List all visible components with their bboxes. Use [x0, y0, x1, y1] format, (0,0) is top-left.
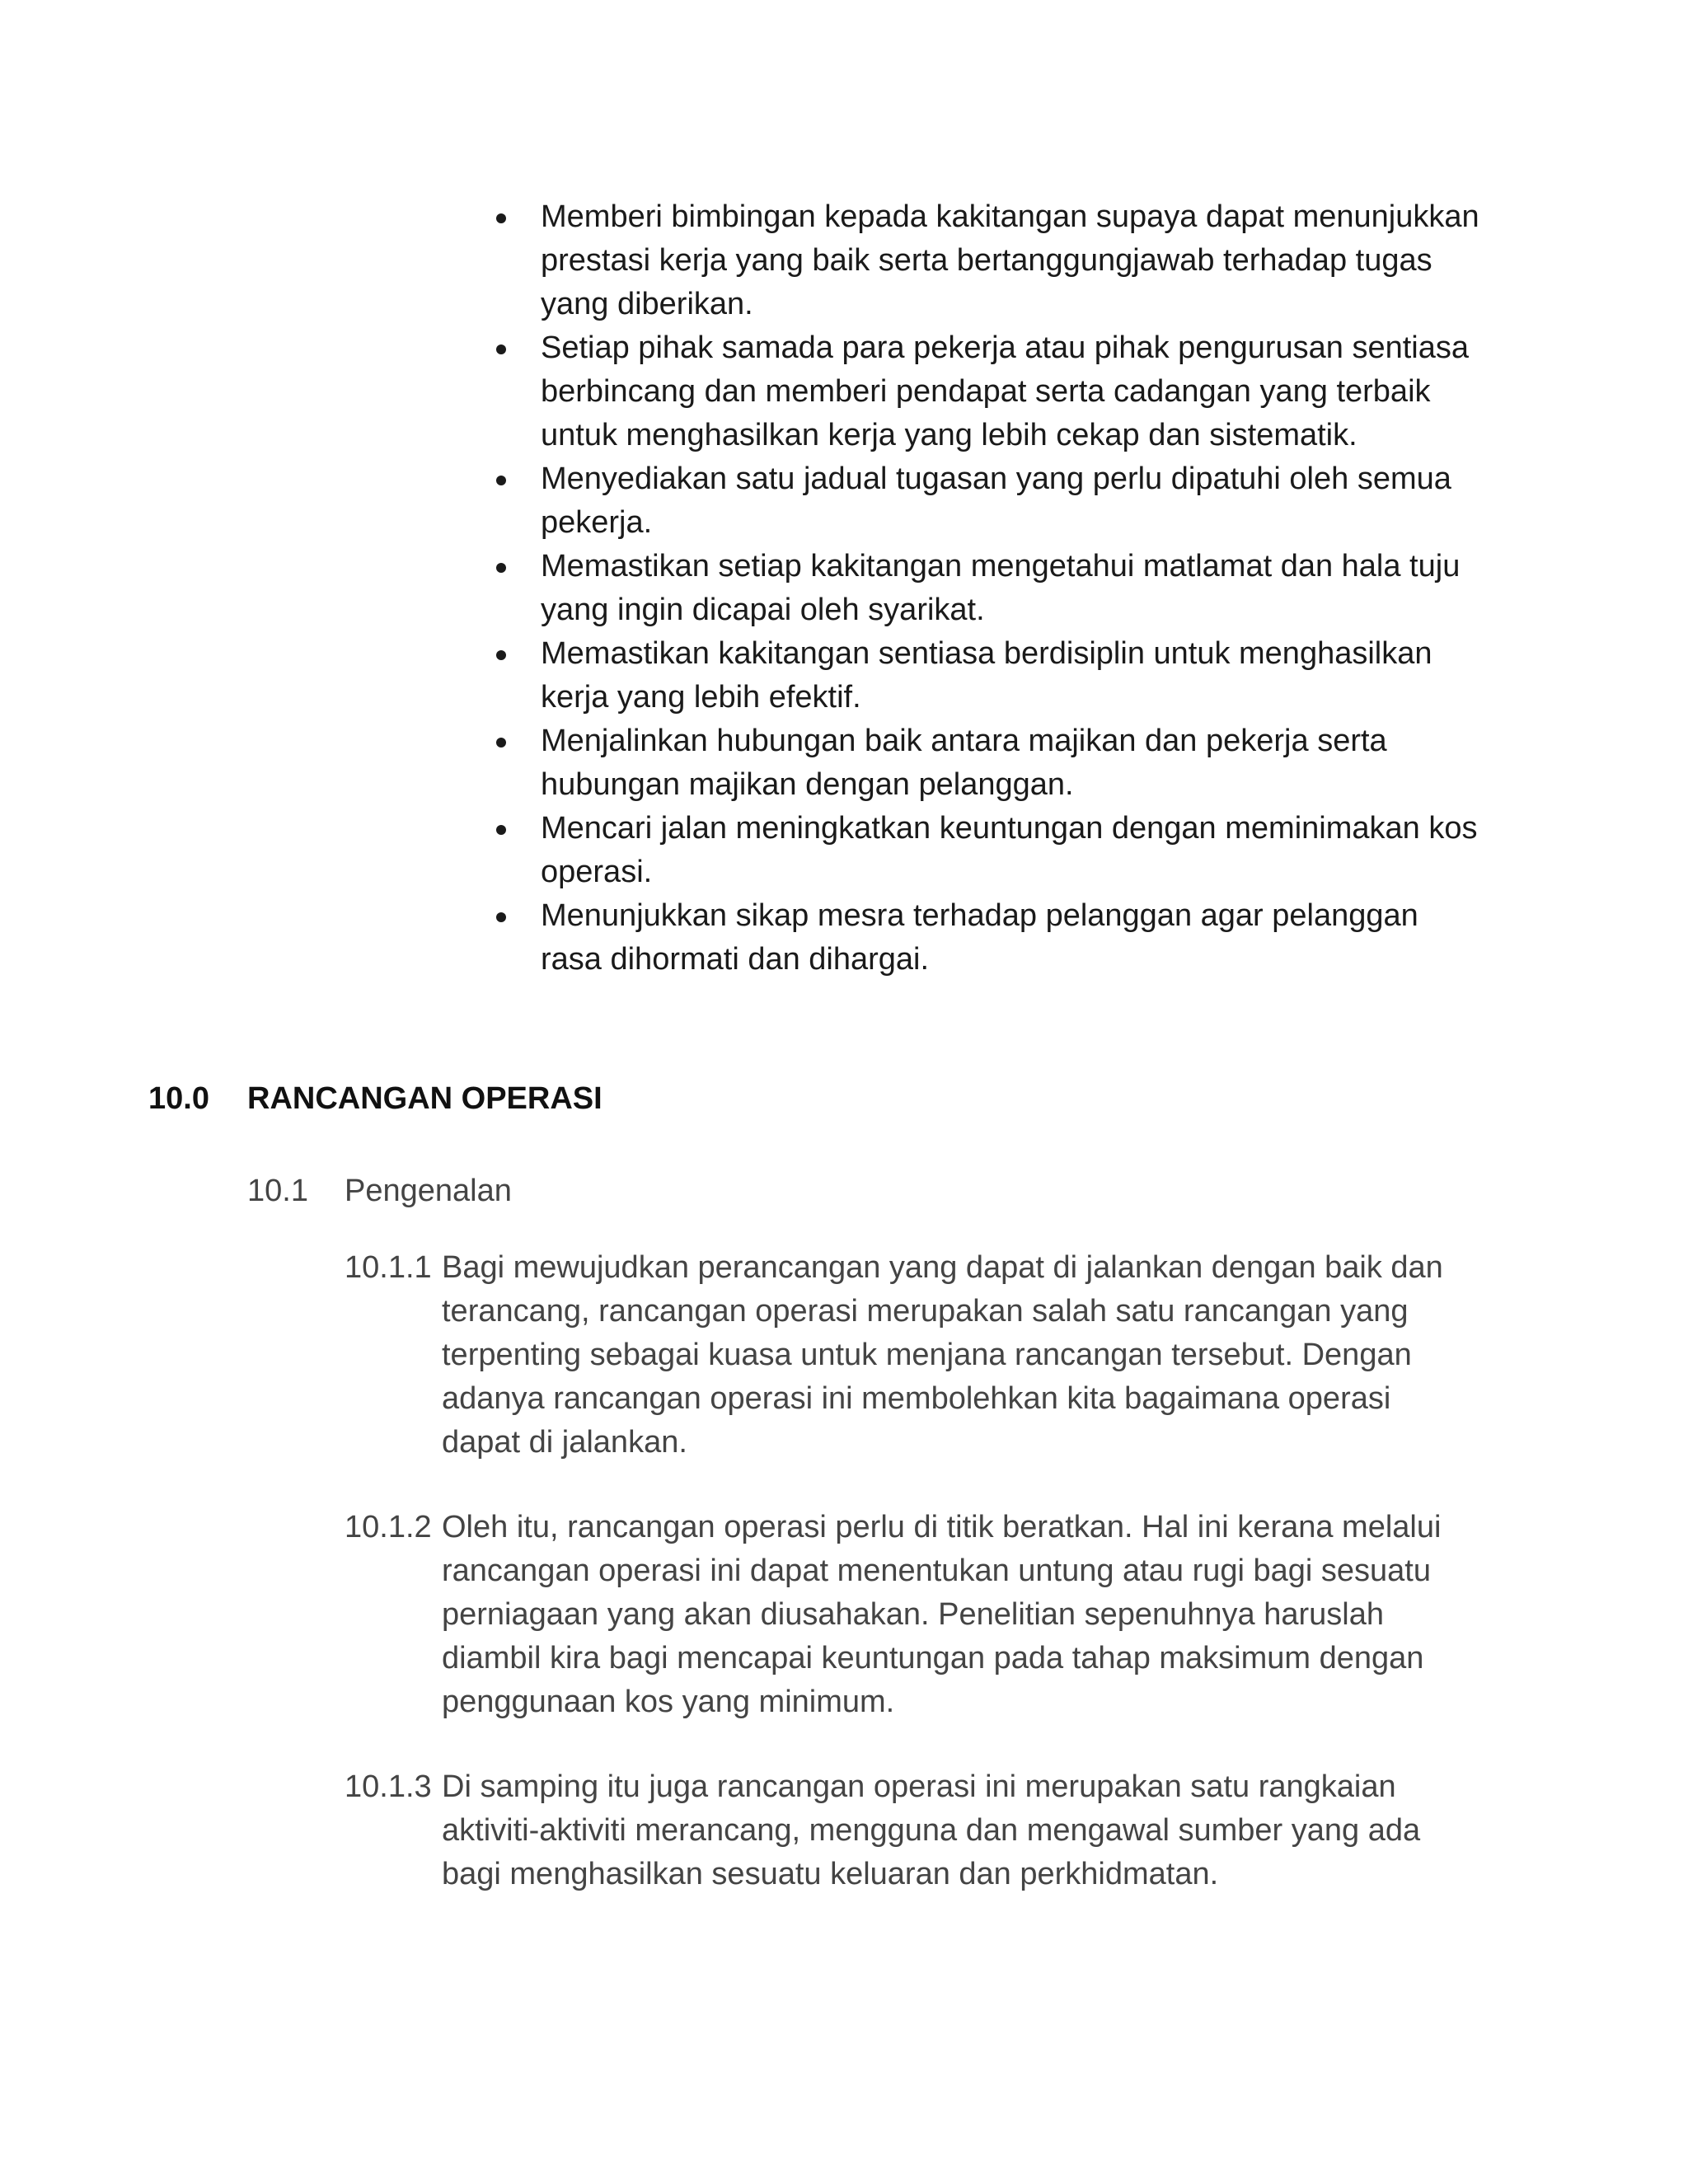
bullet-line: operasi.	[541, 855, 653, 889]
paragraph-line: diambil kira bagi mencapai keuntungan pada tahap maksimum dengan	[442, 1641, 1424, 1675]
bullet-dot-icon	[496, 738, 506, 748]
paragraph-line: perniagaan yang akan diusahakan. Penelitian sepenuhnya haruslah	[442, 1597, 1384, 1632]
bullet-item	[493, 719, 1540, 807]
bullet-line: Menjalinkan hubungan baik antara majikan dan pekerja serta	[541, 724, 1387, 758]
bullet-item	[493, 807, 1540, 894]
paragraph-number: 10.1.2	[345, 1510, 432, 1544]
subsection-heading	[247, 1170, 512, 1212]
bullet-line: Memberi bimbingan kepada kakitangan supaya dapat menunjukkan	[541, 199, 1479, 234]
bullet-line: kerja yang lebih efektif.	[541, 680, 861, 715]
bullet-line: prestasi kerja yang baik serta bertanggungjawab terhadap tugas	[541, 243, 1432, 278]
bullet-item	[493, 195, 1540, 326]
bullet-dot-icon	[496, 650, 506, 660]
paragraph-text	[345, 1765, 1515, 1896]
bullet-item	[493, 894, 1540, 982]
bullet-list	[493, 195, 1540, 982]
bullet-dot-icon	[496, 912, 506, 922]
bullet-item	[493, 545, 1540, 632]
subsection-title: Pengenalan	[345, 1174, 512, 1208]
paragraph-number: 10.1.3	[345, 1769, 432, 1804]
paragraph-line: dapat di jalankan.	[442, 1425, 687, 1460]
paragraph-text	[345, 1246, 1515, 1465]
paragraph-number: 10.1.1	[345, 1250, 432, 1285]
bullet-line: Setiap pihak samada para pekerja atau pihak pengurusan sentiasa	[541, 330, 1469, 365]
bullet-item	[493, 632, 1540, 719]
bullet-item	[493, 326, 1540, 457]
paragraph-line: terpenting sebagai kuasa untuk menjana rancangan tersebut. Dengan	[442, 1338, 1412, 1372]
bullet-line: Menunjukkan sikap mesra terhadap pelanggan agar pelanggan	[541, 898, 1418, 933]
bullet-line: Menyediakan satu jadual tugasan yang perlu dipatuhi oleh semua	[541, 462, 1451, 496]
paragraph-line: adanya rancangan operasi ini membolehkan kita bagaimana operasi	[442, 1381, 1391, 1416]
bullet-dot-icon	[496, 825, 506, 835]
bullet-dot-icon	[496, 344, 506, 354]
bullet-dot-icon	[496, 476, 506, 485]
bullet-line: untuk menghasilkan kerja yang lebih cekap dan sistematik.	[541, 418, 1357, 452]
bullet-line: hubungan majikan dengan pelanggan.	[541, 767, 1074, 802]
bullet-item	[493, 457, 1540, 545]
paragraph-line: aktiviti-aktiviti merancang, mengguna dan mengawal sumber yang ada	[442, 1813, 1421, 1848]
section-title: RANCANGAN OPERASI	[247, 1081, 603, 1116]
subsection-number: 10.1	[247, 1174, 308, 1208]
bullet-line: Memastikan kakitangan sentiasa berdisiplin untuk menghasilkan	[541, 636, 1432, 671]
bullet-line: rasa dihormati dan dihargai.	[541, 942, 930, 977]
paragraph-line: penggunaan kos yang minimum.	[442, 1685, 895, 1719]
bullet-line: yang ingin dicapai oleh syarikat.	[541, 593, 985, 627]
paragraph-text	[345, 1506, 1515, 1724]
paragraph-line: Oleh itu, rancangan operasi perlu di titik beratkan. Hal ini kerana melalui	[442, 1510, 1442, 1544]
bullet-line: berbincang dan memberi pendapat serta cadangan yang terbaik	[541, 374, 1431, 409]
numbered-paragraph	[345, 1246, 1515, 1465]
numbered-paragraph	[345, 1506, 1515, 1724]
bullet-line: Memastikan setiap kakitangan mengetahui matlamat dan hala tuju	[541, 549, 1461, 583]
paragraph-line: terancang, rancangan operasi merupakan salah satu rancangan yang	[442, 1294, 1409, 1329]
paragraph-line: bagi menghasilkan sesuatu keluaran dan perkhidmatan.	[442, 1857, 1219, 1891]
bullet-line: Mencari jalan meningkatkan keuntungan dengan meminimakan kos	[541, 811, 1478, 846]
section-heading	[148, 1078, 603, 1119]
section-number: 10.0	[148, 1081, 209, 1116]
bullet-line: pekerja.	[541, 505, 653, 540]
bullet-dot-icon	[496, 563, 506, 573]
bullet-dot-icon	[496, 213, 506, 223]
paragraph-line: Di samping itu juga rancangan operasi ini merupakan satu rangkaian	[442, 1769, 1396, 1804]
paragraph-line: rancangan operasi ini dapat menentukan untung atau rugi bagi sesuatu	[442, 1554, 1431, 1588]
numbered-paragraph	[345, 1765, 1515, 1896]
bullet-line: yang diberikan.	[541, 287, 753, 321]
paragraph-line: Bagi mewujudkan perancangan yang dapat di jalankan dengan baik dan	[442, 1250, 1443, 1285]
